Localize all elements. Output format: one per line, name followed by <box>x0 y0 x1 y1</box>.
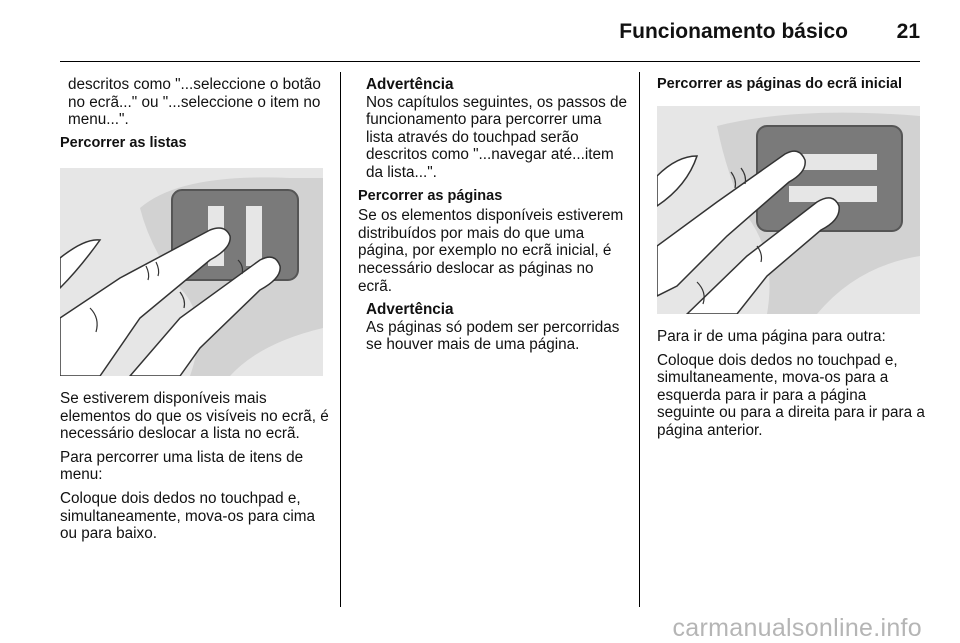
page-header-title: Funcionamento básico <box>619 20 848 43</box>
home-paragraph-2: Coloque dois dedos no touchpad e, simultaneamente, mova-os para a esquerda para ir para a página seguinte ou para a direita para ir para a página anterior. <box>657 351 925 439</box>
intro-paragraph: descritos como "...seleccione o botão no ecrã..." ou "...seleccione o item no menu...". <box>68 76 321 129</box>
column-divider-2 <box>639 72 640 607</box>
note-text: Nos capítulos seguintes, os passos de funcionamento para percorrer uma lista através do touchpad serão descritos como "...navegar até...item da lista...". <box>366 93 628 181</box>
note-block-2 <box>358 301 630 354</box>
section-heading-pages: Percorrer as páginas <box>358 187 503 204</box>
illustration-horizontal-scroll <box>657 106 920 314</box>
column-3 <box>657 76 925 96</box>
column-1-lower <box>60 390 332 549</box>
column-divider-1 <box>340 72 341 607</box>
note-block-1 <box>358 76 630 182</box>
home-paragraph-1: Para ir de uma página para outra: <box>657 328 886 345</box>
note-text: As páginas só podem ser percorridas se houver mais de uma página. <box>366 318 620 354</box>
lists-paragraph-3: Coloque dois dedos no touchpad e, simultaneamente, mova-os para cima ou para baixo. <box>60 489 316 543</box>
lists-paragraph-2: Para percorrer uma lista de itens de menu: <box>60 448 304 484</box>
page-number: 21 <box>896 20 920 43</box>
lists-paragraph-1: Se estiverem disponíveis mais elementos do que os visíveis no ecrã, é necessário deslocar a lista no ecrã. <box>60 390 329 443</box>
column-1 <box>60 76 332 154</box>
note-label: Advertência <box>366 76 454 93</box>
section-heading-lists: Percorrer as listas <box>60 134 187 151</box>
note-label: Advertência <box>366 301 454 319</box>
pages-paragraph: Se os elementos disponíveis estiverem distribuídos por mais do que uma página, por exemplo no ecrã inicial, é necessário deslocar as páginas no ecrã. <box>358 207 624 295</box>
header-divider <box>60 61 920 62</box>
column-3-lower <box>657 328 925 446</box>
section-heading-home-pages: Percorrer as páginas do ecrã inicial <box>657 76 903 92</box>
watermark-text: carmanualsonline.info <box>672 614 922 642</box>
illustration-vertical-scroll <box>60 168 323 376</box>
column-2 <box>358 76 630 354</box>
